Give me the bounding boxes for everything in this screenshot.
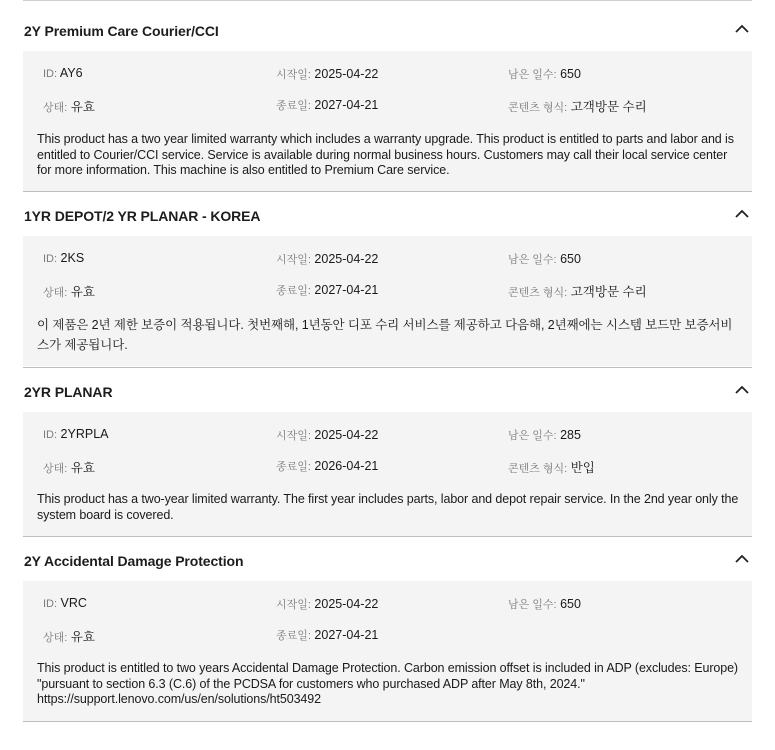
- warranty-description: 이 제품은 2년 제한 보증이 적용됩니다. 첫번째해, 1년동안 디포 수리 서비스를 제공하고 다음해, 2년째에는 시스템 보드만 보증서비스가 제공됩니다.: [37, 318, 733, 352]
- warranty-description: This product is entitled to two years Accidental Damage Protection. Carbon emission offset is included in ADP (excludes: Europe) "pursuant to section 6.3 (C.6) of the PCDSA for customers who purchased ADP after May 8th, 2024." https://support.lenovo.com/us/en/solutions/ht503492: [37, 661, 738, 706]
- status-field: 상태: 유효: [43, 285, 95, 299]
- warranty-section-header[interactable]: [23, 202, 752, 230]
- chevron-up-icon[interactable]: [732, 549, 752, 569]
- start-date-field: 시작일: 2025-04-22: [276, 252, 379, 266]
- days-left-field: 남은 일수: 650: [508, 252, 581, 266]
- warranty-section: [23, 547, 752, 725]
- warranty-title: 2YR PLANAR: [24, 384, 113, 400]
- chevron-up-icon[interactable]: [732, 380, 752, 400]
- warranty-section-header[interactable]: [23, 17, 752, 45]
- status-field: 상태: 유효: [43, 100, 95, 114]
- id-field: ID: AY6: [43, 66, 83, 80]
- status-field: 상태: 유효: [43, 461, 95, 475]
- warranty-details-panel: [23, 581, 752, 721]
- warranty-section-header[interactable]: [23, 378, 752, 406]
- days-left-field: 남은 일수: 285: [508, 428, 581, 442]
- chevron-up-icon[interactable]: [732, 204, 752, 224]
- status-field: 상태: 유효: [43, 630, 95, 644]
- chevron-up-icon[interactable]: [732, 19, 752, 39]
- delivery-type-field: 콘텐츠 형식: 고객방문 수리: [508, 285, 647, 299]
- warranty-section: [23, 378, 752, 538]
- delivery-type-field: 콘텐츠 형식: 고객방문 수리: [508, 100, 647, 114]
- warranty-description: This product has a two year limited warranty which includes a warranty upgrade. This product is entitled to parts and labor and is entitled to Courier/CCI service. Service is available during normal business hours. Customers may call their local service center for more information. This machine is also entitled to Premium Care service.: [37, 132, 734, 177]
- end-date-field: 종료일: 2027-04-21: [276, 283, 379, 297]
- warranty-title: 1YR DEPOT/2 YR PLANAR - KOREA: [24, 208, 261, 224]
- top-divider: [23, 0, 752, 1]
- days-left-field: 남은 일수: 650: [508, 67, 581, 81]
- warranty-section-header[interactable]: [23, 547, 752, 575]
- warranty-description: This product has a two-year limited warranty. The first year includes parts, labor and depot repair service. In the 2nd year only the system board is covered.: [37, 492, 739, 522]
- warranty-title: 2Y Accidental Damage Protection: [24, 553, 244, 569]
- days-left-field: 남은 일수: 650: [508, 597, 581, 611]
- end-date-field: 종료일: 2027-04-21: [276, 98, 379, 112]
- section-divider: [23, 367, 752, 368]
- warranty-title: 2Y Premium Care Courier/CCI: [24, 23, 219, 39]
- id-field: ID: 2KS: [43, 251, 85, 265]
- section-divider: [23, 191, 752, 192]
- warranty-details-panel: [23, 236, 752, 366]
- id-field: ID: VRC: [43, 596, 87, 610]
- section-divider: [23, 536, 752, 537]
- warranty-section: [23, 17, 752, 193]
- section-divider: [23, 721, 752, 722]
- warranty-section: [23, 202, 752, 368]
- warranty-details-panel: [23, 412, 752, 536]
- start-date-field: 시작일: 2025-04-22: [276, 67, 379, 81]
- start-date-field: 시작일: 2025-04-22: [276, 597, 379, 611]
- start-date-field: 시작일: 2025-04-22: [276, 428, 379, 442]
- end-date-field: 종료일: 2026-04-21: [276, 459, 379, 473]
- warranty-details-panel: [23, 51, 752, 191]
- id-field: ID: 2YRPLA: [43, 427, 109, 441]
- end-date-field: 종료일: 2027-04-21: [276, 628, 379, 642]
- delivery-type-field: 콘텐츠 형식: 반입: [508, 461, 595, 475]
